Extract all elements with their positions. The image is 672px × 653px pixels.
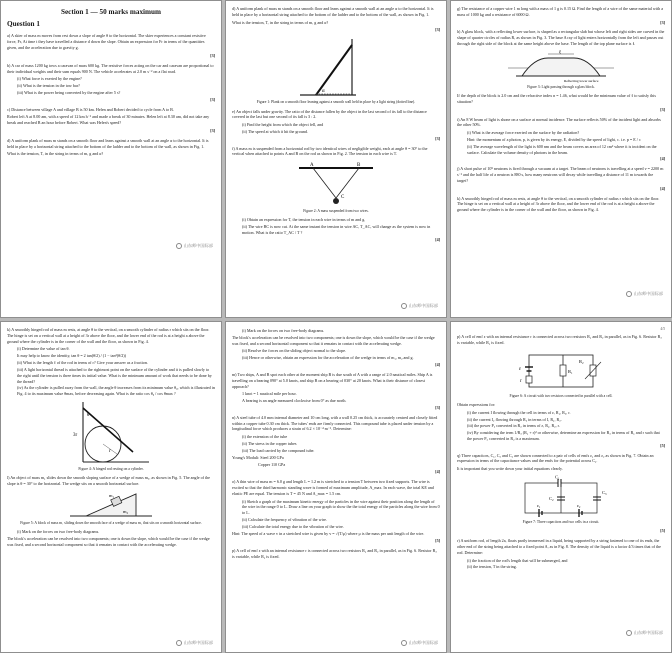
figure-4-theta-label: θ: [87, 412, 90, 418]
figure-7-c2-label: C₂: [549, 496, 554, 502]
question-b-iii: (iii) What is the power being converted by the engine after 5 s?: [17, 89, 121, 95]
question-f: f) A mass m is suspended from a horizontal rod by two identical wires of negligible weight, each at angle θ = 30° to the vertical when attached to points A and B on the rod as shown in Fig. 2. The tension in each wire is T.: [232, 145, 428, 157]
question-k-ii: (ii) What is the length ℓ of the rod in terms of r? Give your answer as a fraction.: [17, 360, 148, 366]
watermark: 山东师中国际部: [176, 243, 213, 249]
question-h-ask: If the depth of the block is 2.0 cm and the refractive index n = 1.46, what would be the minimum value of ℓ to satisfy this situation?: [457, 93, 657, 104]
wire-ac: [313, 168, 336, 198]
figure-6-caption: Figure 6: A circuit with two resistors connected in parallel with a cell.: [509, 393, 613, 398]
question-n-ii: (ii) The stress in the copper tubes: [242, 441, 297, 446]
question-e-ii: (ii) The speed at which it hit the ground.: [242, 128, 308, 134]
figure-1-caption: Figure 1: Plank on a smooth floor leaning against a smooth wall held in place by a light string (dotted line).: [256, 100, 416, 105]
figure-3-glass-block: [506, 50, 616, 84]
question-b-ii: (ii) What is the tension in the tow bar?: [17, 83, 80, 89]
question-k-i: (i) Determine the value of tan θ.: [17, 346, 70, 352]
question-d: d) A uniform plank of mass m stands on a smooth floor and leans against a smooth wall at an angle α to the horizontal. It is held in place by a horizontal string attached to the bottom of the ladder and to the bottom of the wall, as shown in Fig. 1.: [7, 137, 209, 149]
question-q: q) Three capacitors, C₁, C₂ and C₃ are shown connected to a pair of cells of emfs ε₁ and ε₂ as shown in Fig. 7. Obtain an expression in terms of the capacitance values and the emfs for the potential across C₁.: [457, 452, 654, 464]
resistor-r1: [560, 365, 566, 376]
question-i: i) An 8 W beam of light is shone on a surface at normal incidence. The surface reflects 50% of the incident light and absorbs the other 50%.: [457, 116, 661, 128]
question-p-obtain: Obtain expressions for:: [457, 401, 496, 407]
watermark-logo-icon: [626, 630, 632, 636]
marks-e: [3]: [435, 135, 440, 141]
figure-6-emf-label: ε: [519, 366, 522, 372]
marks-m: [3]: [435, 404, 440, 410]
question-n-iii: (iii) The load carried by the compound tube.: [242, 447, 315, 453]
marks-l: [4]: [435, 362, 440, 368]
figure-3-caption: Figure 3: Light passing through a glass block.: [527, 84, 595, 89]
watermark: 山东师中国际部: [626, 630, 663, 636]
figure-7-c1-label: C₁: [555, 475, 560, 480]
exam-page-2: [225, 0, 447, 318]
watermark: 山东师中国际部: [401, 640, 438, 646]
question-n-i: (i) the extension of the tube: [242, 434, 288, 440]
marks-j: [4]: [660, 185, 665, 191]
marks-g: [3]: [660, 19, 665, 25]
question-m-knot: 1 knot = 1 nautical mile per hour.: [242, 391, 297, 397]
young-moduli-copper: Copper 110 GPa: [258, 462, 286, 468]
question-i-i: (i) What is the average force exerted on the surface by the radiation?: [467, 130, 580, 136]
question-f-ii: (ii) The wire BC is now cut. At the same instant the tension in wire AC, T_AC, will change as the system is now in motion. What is the ratio T_AC / T ?: [242, 224, 431, 236]
figure-2-suspended-mass: [291, 160, 381, 208]
question-q-note: It is important that you write down your initial equations clearly.: [457, 466, 563, 472]
exam-page-4: [0, 321, 222, 653]
marks-d: [3]: [435, 27, 440, 33]
figure-5-caption: Figure 5: A block of mass m₁ sliding down the smooth face of a wedge of mass m₂ that sits on a smooth horizontal surface.: [20, 520, 202, 525]
figure-6-r1-label: R₁: [568, 368, 573, 374]
page-number: 4/5: [660, 327, 665, 331]
figure-6-r-label: r: [520, 378, 522, 384]
figure-2-label-c: C: [341, 195, 345, 201]
question-c-detail: Robert left A at 8.00 am, with a speed of 12 km h⁻¹ and made a break of 30 minutes. Helen left at 8.30 am, did not take any break and reached B an hour before Robert. What was Helen's speed?: [7, 114, 210, 126]
figure-6-circuit: [519, 349, 603, 393]
question-l-detail-repeat: The block's acceleration can be resolved into two components; one is down the slope, which would be the case if the wedge was fixed, and a second horizontal component so that it remains in contact with the accelerating wedge.: [232, 334, 435, 346]
question-title: Question 1: [7, 20, 40, 29]
watermark-logo-icon: [401, 640, 407, 646]
suspended-mass: [333, 198, 339, 204]
question-b: b) A car of mass 1200 kg tows a caravan of mass 600 kg. The resistive forces acting on the car and caravan are proportional to their individual weights and their sum equals 900 N. The vehicle accelerates at 2.0 m s⁻² on a flat road.: [7, 62, 214, 74]
glass-block-shape: [522, 58, 600, 76]
marks-o: [5]: [435, 538, 440, 544]
figure-3-surface-label: Reflecting lower surface: [564, 78, 599, 83]
question-l-iii: (iii) Hence or otherwise, obtain an expression for the acceleration of the wedge in terms of m₁, m₂ and g.: [242, 355, 414, 361]
marks-c: [3]: [210, 128, 215, 133]
question-p-iv: (iv) By considering the term 1/R₂ (R₁ + r)² or otherwise, determine an expression for R₂ in terms of R₁ and r such that the power P₂ converted in R₂ is a maximum.: [467, 430, 660, 442]
exam-page-6: [450, 321, 672, 653]
question-k-iv: (iv) As the cylinder is pulled away from the wall, the angle θ increases from its minimum value θ₀, which is illustrated in Fig. 4 to its maximum value θmax, before decreasing again. What is the ratio cos θ₀ / cos θmax ?: [17, 385, 215, 397]
question-m-bearing: A bearing is an angle measured clockwise from 0° as due north.: [242, 398, 347, 404]
question-p: p) A cell of emf ε with an internal resistance r is connected across two resistors R₁ and R₂ in parallel, as in Fig. 6. Resistor R₂ is variable, while R₁ is fixed.: [457, 334, 662, 345]
question-o-i: (i) Sketch a graph of the maximum kinetic energy of the particles in the wire against their position along the length of the wire in the range 0 to L. Draw a line on your graph to show the the total energy of the particles along the wire from 0 to L.: [242, 498, 440, 516]
question-r-ii: (ii) the tension, T in the string.: [467, 564, 517, 570]
figure-5-m2-label: m₂: [123, 508, 129, 514]
marks-h: [3]: [660, 106, 665, 112]
question-p-start: p) A cell of emf ε with an internal resistance r is connected across two resistors R₁ and R₂ in parallel, as in Fig. 6. Resistor R₂ is variable, while R₁ is fixed.: [232, 548, 437, 559]
watermark-logo-icon: [401, 303, 407, 309]
figure-4-radius-label: r: [109, 448, 111, 454]
question-n: n) A steel tube of 4.0 mm internal diameter and 10 cm long, with a wall 0.25 cm thick, is accurately centred and closely fitted within a copper tube 0.30 cm thick. The tubes' ends are firmly connected. This compound tube is placed under tension by a longitudinal force which produces a strain of 6.2 × 10⁻⁴ m⁻¹. Determine:: [232, 414, 438, 432]
question-i-hint: Hint: the momentum of a photon, p, is given by its energy, E, divided by the speed of light, c. i.e. p = E / c: [467, 137, 641, 142]
question-k: k) A smoothly hinged rod of mass m rests, at angle θ to the vertical, on a smooth cylinder of radius r which sits on the floor. The hinge is set on a vertical wall at a height of 3r above the floor, and the lower end of the rod is at a height a above the ground where the cylinder is in the corner of the wall and the floor, as shown in Fig. 4.: [7, 327, 210, 344]
watermark: 山东师中国际部: [626, 291, 663, 297]
figure-4-hinged-rod: [71, 400, 151, 466]
question-k-start: k) A smoothly hinged rod of mass m rests, at angle θ to the vertical, on a smooth cylinder of radius r which sits on the floor. The hinge is set on a vertical wall at a height of 3r above the floor, and the lower end of the rod is at a height a above the ground where the cylinder is in the corner of the wall and the floor, as shown in Fig. 4.: [457, 195, 660, 213]
figure-2-label-a: A: [310, 163, 314, 169]
exam-page-5: [225, 321, 447, 653]
figure-6-r2-label: R₂: [579, 358, 584, 364]
figure-3-length-label: ℓ: [559, 50, 562, 56]
figure-2-caption: Figure 2: A mass suspended from two wires.: [303, 209, 369, 214]
watermark-logo-icon: [176, 640, 182, 646]
question-b-i: (i) What force is exerted by the engine?: [17, 76, 82, 82]
question-l-detail: The block's acceleration can be resolved into two components; one is down the slope, which would be the case if the wedge was fixed, and a second horizontal component so that it remains in contact with the accelerating wedge.: [7, 535, 210, 547]
figure-1-plank: [296, 37, 376, 99]
question-p-iii: (iii) the power P₂ converted in R₂ in terms of ε, R₁, R₂, r.: [467, 423, 560, 429]
marks-i: [4]: [660, 156, 665, 162]
question-l-i-repeat: (i) Mark on the forces on two free-body diagrams.: [242, 328, 325, 333]
question-e-i: (i) Find the height from which the object fell, and: [242, 122, 324, 128]
section-title: Section 1 — 50 marks maximum: [60, 8, 162, 16]
question-o-hint: Hint: The speed of a wave v in a stretched wire is given by v = √(T/μ) where μ is the mass per unit length of the wire.: [232, 530, 425, 536]
question-o: o) A thin wire of mass m = 6.0 g and length L = 1.2 m is stretched to a tension T between two fixed supports. The wire is excited so that the third harmonic standing wave is formed of maximum amplitude, A_max. In each wave, the total KE and elastic PE are equal. The tension is T = 45 N and A_max = 1.5 cm.: [232, 479, 434, 496]
marks-a: [3]: [210, 52, 215, 58]
question-p-ii: (ii) the current I₂ flowing through R₂ in terms of I, R₁, R₂.: [467, 416, 562, 422]
marks-p: [5]: [660, 442, 665, 448]
internal-resistor: [526, 376, 532, 383]
watermark-logo-icon: [626, 291, 632, 297]
exam-page-3: [450, 0, 672, 318]
question-l-i: (i) Mark on the forces on two free-body diagrams.: [17, 529, 100, 535]
question-m: m) Two ships, A and B spot each other at the moment ship B is due south of A with a range of 2.0 nautical miles. Ship A is travelling on a bearing 090° at 5.0 knots, and ship B on a bearing of 030° at 20 knots. What is their distance of closest approach?: [232, 371, 433, 389]
figure-2-label-b: B: [357, 163, 361, 169]
watermark: 山东师中国际部: [176, 640, 213, 646]
question-h: h) A glass block, with a reflecting lower surface, is shaped as a rectangular slab but whose left and right sides are curved in the shape of quarter circles of radius R, as shown in Fig. 3. The base A ray of light enters horizontally from the left and passes out through the right side of the block at the same height above the base. The length of the top plane surface is ℓ.: [457, 29, 665, 47]
question-a: a) A skier of mass m moves from rest down a slope of angle θ to the horizontal. The skier experiences a constant resistive force, Fr, At time t they have travelled a distance d down the slope. Obtain an expression for Fr in terms of the quantities given, and the acceleration due to gravity g.: [7, 33, 206, 51]
question-d-repeat-ask: What is the tension, T, in the string in terms of m, g and α?: [232, 19, 329, 25]
figure-4-height-label: 3r: [73, 432, 78, 438]
rod-line: [83, 408, 133, 452]
plank-line: [316, 45, 352, 95]
figure-7-caption: Figure 7: Three capacitors and two cells in a circuit.: [522, 520, 600, 525]
marks-q: [5]: [660, 528, 665, 534]
figure-1-alpha-label: α: [322, 89, 325, 95]
question-r: r) A uniform rod, of length 2a, floats partly immersed in a liquid, being supported by a string fastened to one of its ends, the other end of the string being attached to a fixed point A, as in Fig. 8. The density of the liquid is a factor 4/3 times that of the rod. Determine:: [457, 538, 661, 555]
question-r-i: (i) the fraction of the rod's length that will be submerged, and: [467, 557, 568, 563]
figure-5-m1-label: m₁: [109, 492, 115, 498]
figure-7-c3-label: C₃: [602, 490, 607, 496]
question-e: e) An object falls under gravity. The ratio of the distance fallen by the object in the last second of its fall to the distance covered in the last but one second of its fall is 3 : 2.: [232, 108, 427, 120]
marks-n: [4]: [435, 469, 440, 475]
exam-page-1: [0, 0, 222, 318]
marks-b: [3]: [210, 96, 215, 102]
question-k-i-hint: It may help to know the identity, tan θ = 2 tan(θ/2) / (1 − tan²(θ/2)): [17, 353, 127, 359]
question-l-ii: (ii) Resolve the forces on the sliding object normal to the slope.: [242, 348, 347, 354]
question-d-repeat: d) A uniform plank of mass m stands on a smooth floor and leans against a smooth wall at an angle α to the horizontal. It is held in place by a horizontal string attached to the bottom of the ladder and to the bottom of the wall, as shown in Fig. 1.: [232, 6, 434, 17]
question-p-i: (i) the current I flowing through the cell in terms of ε, R₁, R₂, r.: [467, 409, 571, 415]
question-l: l) An object of mass m₁ slides down the smooth sloping surface of a wedge of mass m₂, as shown in Fig. 5. The angle of the slope is θ = 30° to the horizontal. The wedge sits on a smooth horizontal surface.: [7, 475, 210, 486]
question-f-i: (i) Obtain an expression for T, the tension in each wire in terms of m and g.: [242, 217, 366, 223]
question-o-ii: (ii) Calculate the frequency of vibration of the wire.: [242, 516, 327, 522]
figure-5-wedge: [66, 490, 156, 520]
young-moduli-steel: Young's Moduli: Steel 200 GPa: [232, 454, 284, 460]
marks-f: [4]: [435, 236, 440, 242]
question-i-ii: (ii) The average wavelength of the light is 600 nm and the beam covers an area of 12 cm² where it is incident on the surface. Calculate the volume density of photons in the beam.: [467, 143, 657, 155]
watermark-logo-icon: [176, 243, 182, 249]
figure-4-caption: Figure 4: A hinged rod resting on a cylinder.: [78, 466, 144, 471]
figure-7-e1-label: ε₁: [537, 503, 541, 509]
question-o-iii: (iii) Calculate the total energy due to the vibration of the wire.: [242, 523, 344, 529]
question-k-iii: (iii) A light horizontal thread is attached to the rightmost point on the surface of the cylinder and it is pulled slowly to the right until the tension is three times its initial value. What is the minimum amount of work that needs to be done by the thread?: [17, 366, 212, 384]
figure-7-e2-label: ε₂: [577, 503, 581, 509]
question-c: c) Distance between village A and village B is 50 km. Helen and Robert decided to cycle from A to B.: [7, 106, 174, 112]
question-j: j) A short pulse of 10⁹ neutrons is fired through a vacuum at a target. The beam of neutrons is travelling at a speed v = 2200 m s⁻¹ and the half life of a neutron is 880 s, how many neutrons will decay while travelling a distance of 11 m towards the target?: [457, 166, 664, 183]
question-g: g) The resistance of a copper wire 1 m long with a mass of 1 g is 0.15 Ω. Find the length of a wire of the same material with a mass of 1000 kg and a resistance of 6000 Ω.: [457, 6, 664, 17]
watermark: 山东师中国际部: [401, 303, 438, 309]
wire-bc: [336, 168, 359, 201]
figure-7-capacitors: [511, 475, 611, 519]
question-d-ask: What is the tension, T, in the string in terms of m, g and α?: [7, 151, 104, 157]
